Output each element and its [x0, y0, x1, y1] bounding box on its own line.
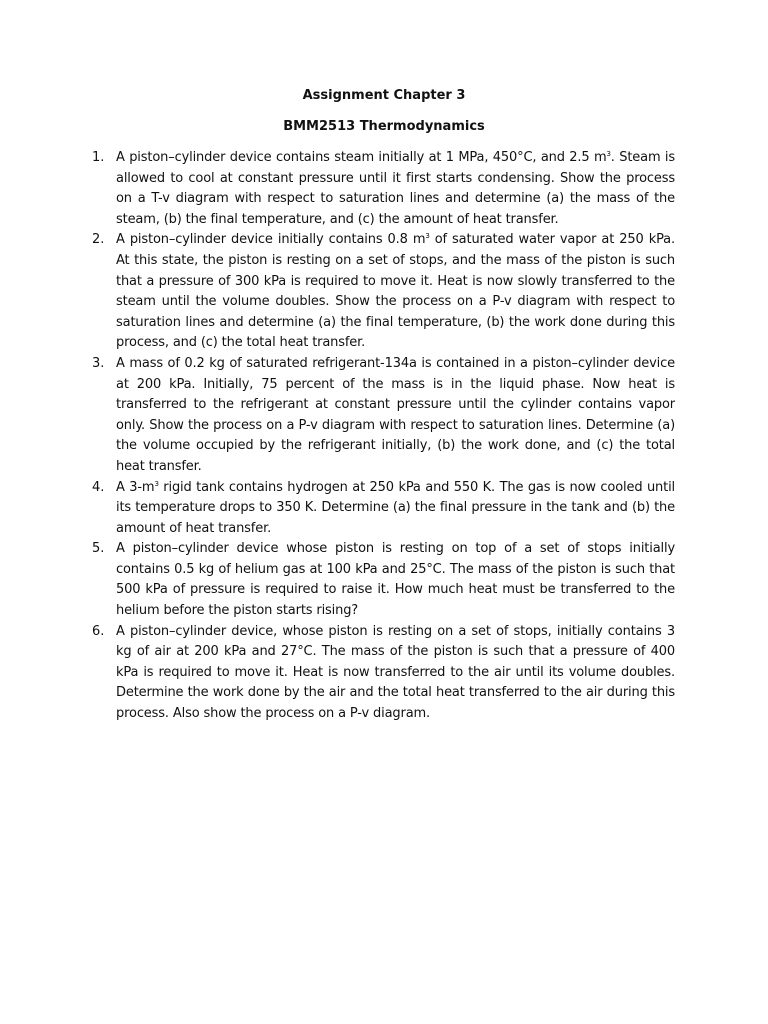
question-item [92, 354, 675, 478]
question-item [92, 148, 675, 230]
question-list [92, 148, 675, 725]
superscript: 3 [425, 232, 430, 241]
question-text: A piston–cylinder device whose piston is resting on top of a set of stops initially contains 0.5 kg of helium gas at 100 kPa and 25°C. The mass of the piston is such that 500 kPa of pressure is required to raise it. How much heat must be transferred to the helium before the piston starts rising? [116, 541, 675, 619]
superscript: 3 [606, 150, 611, 158]
question-item [92, 539, 675, 621]
question-number: 6. [92, 623, 105, 639]
question-text: A $3-m^3$ rigid tank contains hydrogen at 250 kPa and 550 K. The gas is now cooled until its temperature drops to 350 K. Determine (a) the final pressure in the tank and (b) the amount of heat transfer. [116, 479, 675, 536]
question-text: A piston–cylinder device, whose piston is resting on a set of stops, initially contains 3 kg of air at 200 kPa and 27°C. The mass of the piston is such that a pressure of 400 kPa is required to move it. Heat is now transferred to the air until its volume doubles. Determine the work done by the air and the total heat transferred to the air during this process. Also show the process on a P-v diagram. [116, 623, 675, 722]
question-item [92, 478, 675, 540]
course-title: BMM2513 Thermodynamics [283, 119, 485, 134]
question-text: A piston–cylinder device initially contains 0.8 $m^3$ of saturated water vapor at 250 kPa. At this state, the piston is resting on a set of stops, and the mass of the piston is such that a pressure of 300 kPa is required to move it. Heat is now slowly transferred to the steam until the volume doubles. Show the process on a P-v diagram with respect to saturation lines and determine (a) the final temperature, (b) the work done during this process, and (c) the total heat transfer. [116, 232, 675, 351]
question-item [92, 230, 675, 354]
superscript: 3 [154, 479, 159, 488]
question-number: 4. [92, 479, 105, 495]
question-number: 2. [92, 232, 105, 248]
question-number: 1. [92, 150, 105, 165]
question-text: A piston–cylinder device contains steam initially at 1 MPa, 450°C, and 2.5 $m^3$. Steam is allowed to cool at constant pressure until it first starts condensing. Show the process on a T-v diagram with respect to saturation lines and determine (a) the mass of the steam, (b) the final temperature, and (c) the amount of heat transfer. [116, 150, 675, 227]
question-item [92, 622, 675, 725]
question-number: 5. [92, 541, 105, 557]
question-number: 3. [92, 355, 105, 371]
assignment-title: Assignment Chapter 3 [302, 88, 466, 103]
question-text: A mass of 0.2 kg of saturated refrigerant-134a is contained in a piston–cylinder device at 200 kPa. Initially, 75 percent of the mass is in the liquid phase. Now heat is transferred to the refrigerant at constant pressure until the cylinder contains vapor only. Show the process on a P-v diagram with respect to saturation lines. Determine (a) the volume occupied by the refrigerant initially, (b) the work done, and (c) the total heat transfer. [116, 355, 675, 474]
